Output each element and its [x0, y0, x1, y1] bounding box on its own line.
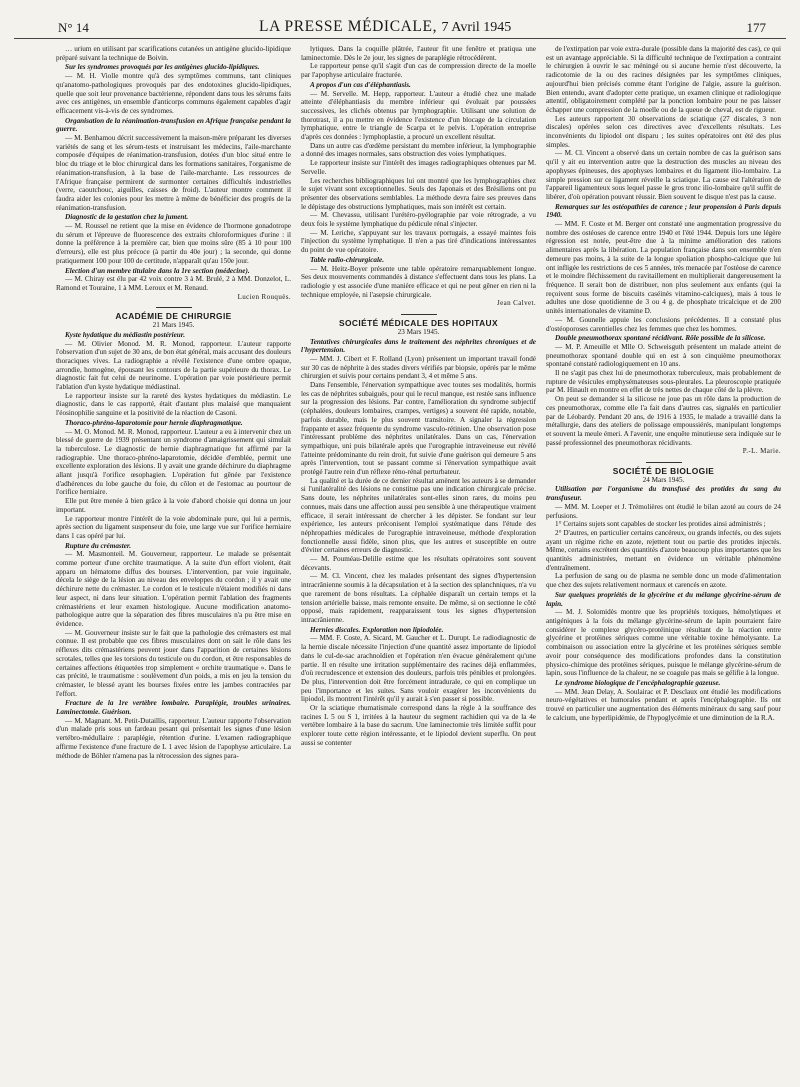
- article-text: Le rapporteur montre l'intérêt de la voie abdominale pure, qui lui a permis, après section du ligament suspenseur du foie, une large vue sur l'orifice herniaire dans 1 cas opéré par lui.: [56, 514, 291, 540]
- article-text: — M. P. Ameuille et Mlle O. Schweisguth présentent un malade atteint de pneumothorax spontané double qui en est à son cinquième pneumothorax spontané constaté radiologiquement en 10 ans.: [546, 342, 781, 369]
- author-signature: Jean Calvet.: [496, 299, 536, 308]
- article-text: — MM. F. Coste et M. Berger ont constaté une augmentation progressive du nombre des ostéoses de carence entre 1940 et l'été 1944. Depuis lors une légère régression est notée, peut-être due à la minime amélioration des rations alimentaires après la libération. La population française dans son ensemble n'en demeure pas moins, à la suite de la longue spoliation phospho-calcique que lui ont infligée les restrictions de ces 5 années, très menacée par l'ostéose de carence et le moindre fléchissement du ravitaillement en multiplierait dangereusement la fréquence. Il serait bon de distribuer, non plus seulement aux enfants (qui la reçoivent sous forme de biscuits caséinés vitamino-calciques), mais à tous le adultes une dose quotidienne de 3 ou 4 g. de phosphate tricalcique et de 200 unités internationales de vitamine D.: [546, 220, 781, 316]
- article-text: Les recherches bibliographiques lui ont montré que les lymphographies chez le sujet vivant sont exceptionnelles. Seuls des Japonais et des Brésiliens ont pu présenter des observations semblables. La méthode devra faire ses preuves dans le dépistage des obstructions lymphatiques, mais son intérêt est certain.: [301, 176, 536, 211]
- article-heading: Thoraco-phréno-laparotomie pour hernie diaphragmatique.: [65, 418, 243, 427]
- issue-date: 7 Avril 1945: [441, 20, 512, 35]
- article-text: Il ne s'agit pas chez lui de pneumothorax tuberculeux, mais probablement de rupture de vésicules emphysémateuses sous-pleurales. La pleuroscopie pratiquée par M. Hinault en montre en effet de très nettes de chaque côté de la plèvre.: [546, 369, 781, 395]
- article-text: Dans un autre cas d'œdème persistant du membre inférieur, la lymphographie a donné des images normales, sans obstruction des voies lymphatiques.: [301, 141, 536, 159]
- masthead: [14, 10, 786, 34]
- article-text: — M. O. Monod. M. R. Monod, rapporteur. L'auteur a eu à intervenir chez un blessé de guerre de 1939 présentant un syndrome d'amaigrissement qui simulait la tuberculose. Le diagnostic de hernie diaphragmatique fut affirmé par la radiographie. Une thoraco-phréno-laparotomie, décidée d'emblée, permit une excellente exploration des lésions. Il y avait une grande déchirure du diaphragme allant jusqu'à l'orifice œsophagien. L'opération fut gênée par l'existence d'adhérences du lobe gauche du foie, du côlon et de l'estomac au pourtour de l'orifice herniaire.: [56, 427, 291, 497]
- article-text: Le rapporteur pense qu'il s'agit d'un cas de compression directe de la moelle par l'apophyse articulaire fracturée.: [301, 62, 536, 80]
- article-text: — M. Pouméau-Delille estime que les résultats opératoires sont souvent décevants.: [301, 555, 536, 572]
- article-heading: Diagnostic de la gestation chez la jument.: [65, 213, 189, 222]
- article-text: de l'extirpation par voie extra-durale (possible dans la majorité des cas), ce qui est un avantage appréciable. Si la difficulté technique de l'extirpation a contraint le chirurgien à ouvrir le sac méningé ou si aucune hernie n'est découverte, la radicotomie de la ou des racines désignées par les symptômes cliniques, aujourd'hui bien précisés comme étant l'origine de l'algie, assure la guérison. Bien entendu, avant d'adopter cette pratique, un examen clinique et radiologique attentif, obligatoirement complété par la ponction lombaire pour ne pas laisser échapper une compression de la moelle ou de la queue de cheval, est de rigueur.: [546, 45, 781, 114]
- article-text: … urium en utilisant par scarifications cutanées un antigène glucido-lipidique préparé suivant la technique de Boivin.: [56, 45, 291, 62]
- section-rule: [401, 314, 437, 315]
- section-date: 21 Mars 1945.: [152, 321, 195, 330]
- article-text: — MM. Jean Delay, A. Soulairac et P. Desclaux ont étudié les modifications neuro-végétatives et humorales pendant et après l'encéphalographie. Ils ont trouvé en particulier une augmentation des éléments minéraux du sang sauf pour le calcium, une hyperlipidémie, de l'hypoglycémie et une diminution de la R.A.: [546, 687, 781, 722]
- article-text: — M. Gouverneur insiste sur le fait que la pathologie des crémasters est mal connue. Il est probable que ces fibres musculaires dont on sait le rôle dans les réflexes dits crémastériens peuvent jouer dans l'apparition de certaines lésions scrotales, telles que les torsions du testicule ou du cordon, et être responsables de certaines affections étiquetées trop simplement « orchite traumatique ». Dans le cas précité, le traumatisme : soulèvement d'un poids, a mis en jeu la tension du crémaster, le blessé ayant les bourses fixées entre les jambes contractées par l'effort.: [56, 628, 291, 698]
- article-text: Elle put être menée à bien grâce à la voie d'abord choisie qui donna un jour important.: [56, 497, 291, 514]
- article-text: — M. Chiray est élu par 42 voix contre 3 à M. Brulé, 2 à MM. Donzelot, L. Ramond et Touraine, 1 à MM. Leroux et M. Renaud.: [56, 275, 291, 292]
- section-title: SOCIÉTÉ DE BIOLOGIE: [612, 466, 715, 477]
- article-heading: Kyste hydatique du médiastin postérieur.: [65, 330, 186, 339]
- article-text: Le rapporteur insiste sur la rareté des kystes hydatiques du médiastin. Le diagnostic, dans le cas rapporté, était d'autant plus malaisé que manquaient l'éosinophilie sanguine et la positivité de la réaction de Casoni.: [56, 391, 291, 418]
- article-text: 1° Certains sujets sont capables de stocker les protides ainsi administrés ;: [555, 520, 766, 529]
- article-heading: Sur quelques propriétés de la glycérine et du mélange glycérine-sérum de lapin.: [546, 590, 781, 608]
- article-text: Dans l'ensemble, l'énervation sympathique avec toutes ses modalités, hormis les cas de néphrites subaiguës, pour qui le recul manque, est restée sans influence sur la progression des lésions. Par contre, l'amélioration du syndrome subjectif (céphalées, douleurs lombaires, crampes, vertiges) a souvent été rapide, notable, parfois durable, mais le plus souvent transitoire. A signaler la régression frappante et assez fréquente du syndrome vasculo-rétinien. Une observation pose l'intéressant problème des néphrites unilatérales. Dans un cas, l'énervation sympathique, uni puis bilatérale après que l'urographie intraveineuse eut révélé l'atteinte prédominante du rein droit, fut suivie d'une guérison qui demeure 5 ans après l'intervention, tout se passant comme si l'énervation sympathique avait protégé l'autre rein d'un réflexe réno-rénal perturbateur.: [301, 381, 536, 477]
- section-rule: [156, 307, 192, 308]
- article-heading: Le syndrome biologique de l'encéphalographie gazeuse.: [555, 678, 721, 687]
- article-heading: Fracture de la 1re vertèbre lombaire. Paraplégie, troubles urinaires. Laminectomie. Guérison.: [56, 699, 291, 717]
- article-heading: Organisation de la réanimation-transfusion en Afrique française pendant la guerre.: [56, 116, 291, 134]
- article-heading: Election d'un membre titulaire dans la 1re section (médecine).: [65, 266, 250, 275]
- article-heading: A propos d'un cas d'éléphantiasis.: [310, 80, 411, 89]
- article-text: — MM. M. Loeper et J. Trémolières ont étudié le bilan azoté au cours de 24 perfusions.: [546, 502, 781, 520]
- issue-number: N° 14: [58, 20, 89, 35]
- article-text: — M. J. Solomidès montre que les propriétés toxiques, hémolytiques et antigéniques à la fois du mélange glycérine-sérum de lapin pourraient faire considérer le complexe glycéro-protéinique résultant de la réaction entre glycérine et protéines sériques comme une véritable toxine hémolysante. La combinaison ou association entre la glycérine et les protéines sériques semble avoir pour conséquence des modifications profondes dans la constitution physico-chimique des protéines sériques, puisque le mélange glycérine-sérum de lapin, sous l'influence de la chaleur, ne se coagule pas mais se gélifie à la longue.: [546, 608, 781, 678]
- columns: [14, 45, 786, 1087]
- article-text: lytiques. Dans la coquille plâtrée, l'auteur fit une fenêtre et pratiqua une laminectomie. Dès le 2e jour, les signes de paraplégie rétrocédèrent.: [301, 45, 536, 62]
- journal-title: [259, 18, 511, 36]
- article-text: On peut se demander si la silicose ne joue pas un rôle dans la production de ces pneumothorax, comme elle l'a fait dans d'autres cas, signalés en particulier par de Léobardy. Pendant 20 ans, de 1916 à 1935, le malade a travaillé dans la métallurgie, dans des ateliers de polissage empoussiérés, manipulant longtemps et souvent la meule émeri. A l'avenir, une enquête minutieuse sera indiquée sur le passé professionnel des pneumothorax récidivants.: [546, 395, 781, 447]
- masthead-rule: [14, 38, 786, 39]
- article-text: — MM. F. Coste, A. Sicard, M. Gaucher et L. Durupt. Le radiodiagnostic de la hernie discale nécessite l'injection d'une quantité assez importante de lipiodol dans le cul-de-sac arachnoïdien et l'opération n'en évacue généralement qu'une partie. Il en résulte une irritation supplémentaire des racines déjà enflammées, d'où recrudescence et extension des douleurs, parfois très pénibles et prolongées. De plus, l'intervention doit être forcément intradurale, ce qui en complique un peu l'importance et les suites. Sans vouloir exagérer les inconvénients du lipiodol, ils montrent l'intérêt qu'il y aurait à s'en passer si possible.: [301, 634, 536, 704]
- column-2: [301, 45, 536, 1087]
- page-number: 177: [746, 20, 766, 35]
- column-3: [546, 45, 781, 1087]
- article-text: — M. Heitz-Boyer présente une table opératoire remarquablement longue. Ses deux mouvements commandés à distance s'effectuent dans tous les plans. La radiologie y est associée d'une manière efficace et qui ne peut gêner en rien ni la technique employée, ni l'asepsie chirurgicale.: [301, 264, 536, 299]
- journal-name: LA PRESSE MÉDICALE,: [259, 18, 438, 35]
- section-date: 24 Mars 1945.: [642, 475, 685, 484]
- article-heading: Utilisation par l'organisme du transfusé des protides du sang du transfuseur.: [546, 485, 781, 503]
- article-text: — M. Cl. Vincent a observé dans un certain nombre de cas la guérison sans qu'il y ait eu intervention autre que la destruction des muscles au niveau des apophyses épineuses, des apophyses lombaires et du ligament ilio-lombaire. La simple pression sur ce ligament réveille la sciatique. La cause est l'altération de l'appareil ligamenteux sous lequel passe le gros tronc ilio-lombaire qu'il suffit de libérer, d'où opération pouvant réussir. Bien souvent le disque n'est pas la cause.: [546, 149, 781, 201]
- article-heading: Remarques sur les ostéopathies de carence ; leur propension à Paris depuis 1940.: [546, 202, 781, 220]
- article-text: — M. H. Violle montre qu'à des symptômes communs, tant cliniques qu'anatomo-pathologiques provoqués par des endotoxines glucido-lipidiques, quelle que soit leur provenance bactérienne, répondent dans tous les sérums faits avec ces antigènes, un ensemble d'anticorps communs également capables d'agir efficacement vis-à-vis de ces syndromes.: [56, 72, 291, 115]
- article-text: — M. Cl. Vincent, chez les malades présentant des signes d'hypertension intracrânienne soumis à la décapsulation et à la section des splanchniques, n'a vu que rarement de bons résultats. La céphalée disparaît un certain temps et la tension artérielle baisse, mais remonte ensuite. De même, si on sectionne le côté opposé, mais rapidement, reapparaissent tous les signes d'hypertension intracrânienne.: [301, 572, 536, 624]
- article-text: — M. Leriche, s'appuyant sur les travaux portugais, a essayé maintes fois l'injection du système lymphatique. Il n'en a pas tiré d'indications intéressantes du point de vue opératoire.: [301, 228, 536, 255]
- article-heading: Tentatives chirurgicales dans le traitement des néphrites chroniques et de l'hypertension.: [301, 337, 536, 355]
- article-text: — M. Masmonteil. M. Gouverneur, rapporteur. Le malade se présentait comme porteur d'une orchite traumatique. A la suite d'un effort violent, était apparu un hématome diffus des bourses. L'intervention, par voie inguinale, décela le siège de la lésion au niveau des enveloppes du cordon ; il y avait une déchirure nette du crémaster. Le cordon et le testicule n'étaient modifiés ni dans leur aspect, ni dans leur situation. L'opération permit l'ablation des fragments crémastériens et leur examen histologique. Aucune modification anatomo-pathologique autre que la séparation des fibres musculaires n'a pu être mise en évidence.: [56, 550, 291, 628]
- article-text: — M. Gounelle appuie les conclusions précédentes. Il a constaté plus d'ostéoporoses carentielles chez les femmes que chez les hommes.: [546, 315, 781, 333]
- article-text: — MM. J. Cibert et F. Rolland (Lyon) présentent un important travail fondé sur 30 cas de néphrite à des stades divers vérifiés par biopsie, opérés par le même chirurgien et suivis pour certains pendant 3, 4 et même 5 ans.: [301, 354, 536, 381]
- article-heading: Table radio-chirurgicale.: [310, 255, 385, 264]
- article-heading: Double pneumothorax spontané récidivant. Rôle possible de la silicose.: [555, 334, 766, 343]
- article-text: 2° D'autres, en particulier certains cancéreux, ou grands infectés, ou des sujets ayant un régime riche en azote, rejettent tout ou partie des protides injectés. Même, certains excrètent des quantités d'azote beaucoup plus importantes que les quantités administrées, mettant en évidence un véritable phénomène d'entraînement.: [546, 528, 781, 572]
- article-text: — M. Chevassu, utilisant l'urétéro-pyélographie par voie rétrograde, a vu deux fois le système lymphatique du pédicule rénal s'injecter.: [301, 211, 536, 229]
- author-signature: Lucien Rouquès.: [237, 292, 291, 301]
- author-signature: P.-L. Marie.: [742, 447, 781, 456]
- section-rule: [646, 462, 682, 463]
- section-title: SOCIÉTÉ MÉDICALE DES HOPITAUX: [339, 318, 498, 329]
- article-text: — M. Benhamou décrit successivement la maison-mère préparant les diverses variétés de sang et les sérum-tests et instruisant les médecins, l'aile-marchante composée d'équipes de réanimation-transfusion, dotées d'un bloc situé entre le bloc du triage et le bloc chirurgical dans les formations sanitaires, l'organisme de réanimation-transfusion, à la base de l'aile-marchante. Les ressources de l'Afrique française permirent de surmonter certaines difficultés industrielles (verre, caoutchouc, aiguilles, caisses de froid). L'auteur montre comment il faudra aider les colonies pour les mettre à même de bénéficier des progrès de la réanimation-transfusion.: [56, 134, 291, 212]
- article-heading: Sur les syndromes provoqués par les antigènes glucido-lipidiques.: [65, 63, 260, 72]
- article-text: — M. Magnant. M. Petit-Dutaillis, rapporteur. L'auteur rapporte l'observation d'un malade pris sous un fardeau pesant qui présentait les signes d'une lésion vertébro-médullaire : paraplégie, rétention d'urine. L'examen radiographique affirme l'existence d'une fracture de L 1 avec lésion de l'apophyse articulaire. La méthode de Böhler n'amena pas la rétrocession des signes para-: [56, 716, 291, 760]
- article-text: La qualité et la durée de ce dernier résultat amènent les auteurs à se demander si l'unilatéralité des lésions ne constitue pas une indication chirurgicale précise. Sans doute, les néphrites unilatérales sont-elles sinon rares, du moins peu connues, mais dans une affection aussi peu sensible à une thérapeutique vraiment efficace, il serait intéressant de chercher à les dépister. Se fondant sur leur expérience, les auteurs préconisent l'emploi systématique dans l'étude des néphropathies médicales de l'urographie intraveineuse, méthode d'exploration fonctionnelle aussi fidèle, sinon plus, que les autres et susceptible en outre d'éviter certaines erreurs de diagnostic.: [301, 476, 536, 555]
- column-1: [56, 45, 291, 1087]
- article-text: — M. Servelle. M. Hepp, rapporteur. L'auteur a étudié chez une malade atteinte d'éléphantiasis du membre inférieur qui évoluait par poussées successives, les clichés obtenus par lymphographie. Utilisant une solution de thorotrast, il a pu mettre en évidence l'existence d'un blocage de la circulation lymphatique, entre le triangle de Scarpa et le pelvis. L'opération entreprise d'après ces données : lymphoplastie, a procuré un excellent résultat.: [301, 89, 536, 142]
- section-title: ACADÉMIE DE CHIRURGIE: [115, 311, 232, 322]
- article-text: La perfusion de sang ou de plasma ne semble donc un mode d'alimentation que chez des sujets relativement normaux et carencés en azote.: [546, 572, 781, 590]
- article-text: — M. Roussel ne retient que la mise en évidence de l'hormone gonadotrope du sérum et l'épreuve de fluorescence des extraits chloroformiques d'urine : il donne la préférence à la première car, bien que moins sûre (85 à 10 pour 100 d'erreurs), elle est plus précoce (à partir du 40e jour) ; la seconde, qui donne pratiquement 100 pour 100 de certitude, n'apparaît qu'au 150e jour.: [56, 222, 291, 265]
- article-heading: Hernies discales. Exploration non lipiodolée.: [310, 625, 444, 634]
- article-text: Or la sciatique rhumatismale correspond dans la règle à la souffrance des racines L 5 ou S 1, irritées à la hauteur du segment rachidien qui va de la 4e vertèbre lombaire à la base du sacrum. Une laminectomie très limitée suffit pour explorer toute cette région intéressante, et le lipiodol devient superflu. On peut aussi se contenter: [301, 704, 536, 747]
- article-text: Le rapporteur insiste sur l'intérêt des images radiographiques obtenues par M. Servelle.: [301, 159, 536, 176]
- article-text: Les auteurs rapportent 30 observations de sciatique (27 discales, 3 non discales) opérées selon ces directives avec d'excellents résultats. Les inconvénients du lipiodol ont disparu ; les suites opératoires ont été des plus simples.: [546, 114, 781, 149]
- section-date: 23 Mars 1945.: [397, 327, 440, 336]
- article-text: — M. Olivier Monod. M. R. Monod, rapporteur. L'auteur rapporte l'observation d'un sujet de 30 ans, de bon état général, mais accusant des douleurs thoraciques vives. La radiographie a révélé l'existence d'une ombre opaque, arrondie, homogène, épousant les contours de la partie supérieure du thorax. Le diagnostic fait fut celui de neurinome. L'opération par voie postérieure permit l'ablation d'un kyste hydatique médiastinal.: [56, 339, 291, 392]
- article-heading: Rupture du crémaster.: [65, 541, 132, 550]
